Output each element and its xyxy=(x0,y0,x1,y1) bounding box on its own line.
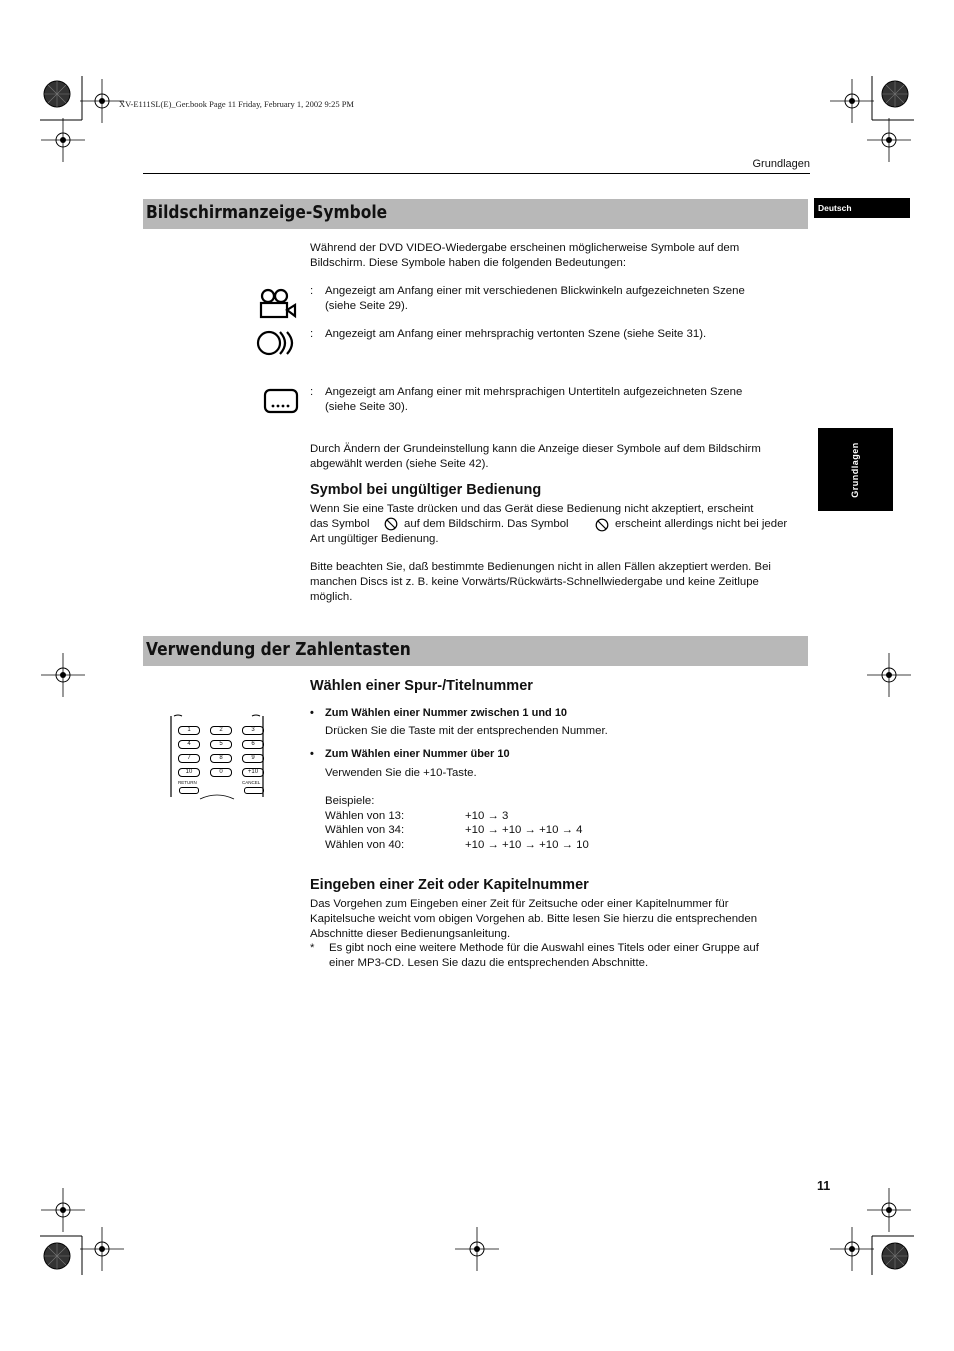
running-header: Grundlagen xyxy=(752,158,810,170)
text-line: manchen Discs ist z. B. keine Vorwärts/Rückwärts-Schnellwiedergabe und keine Zeitlupe xyxy=(310,575,759,588)
text-line: Während der DVD VIDEO-Wiedergabe erscheinen möglicherweise Symbole auf dem xyxy=(310,242,740,254)
text-fragment: erscheint allerdings nicht bei jeder xyxy=(615,517,788,530)
text-line: Bitte beachten Sie, daß bestimmte Bedienungen nicht in allen Fällen akzeptiert werden. Bei xyxy=(310,561,771,573)
return-button[interactable] xyxy=(179,787,199,794)
text-line: Angezeigt am Anfang einer mit verschiedenen Blickwinkeln aufgezeichneten Szene xyxy=(325,285,745,297)
remote-key-4[interactable]: 4 xyxy=(178,740,200,749)
text-line: Das Vorgehen zum Eingeben einer Zeit für Zeitsuche oder einer Kapitelnummer für xyxy=(310,898,729,910)
caution-paragraph xyxy=(310,560,810,604)
section-title: Verwendung der Zahlentasten xyxy=(146,639,411,660)
example-label: Wählen von 40: xyxy=(325,839,405,851)
sub-heading: Wählen einer Spur-/Titelnummer xyxy=(310,678,533,694)
bullet-label: Zum Wählen einer Nummer zwischen 1 und 10 xyxy=(325,707,568,719)
remote-key-8[interactable]: 8 xyxy=(210,754,232,763)
text-line: Es gibt noch eine weitere Methode für die Auswahl eines Titels oder einer Gruppe auf xyxy=(329,942,759,954)
sub-heading: Eingeben einer Zeit oder Kapitelnummer xyxy=(310,877,589,893)
text-line: Wenn Sie eine Taste drücken und das Gerät diese Bedienung nicht akzeptiert, erscheint xyxy=(310,503,754,515)
colon: : xyxy=(310,285,314,297)
text-line: (siehe Seite 29). xyxy=(325,299,408,312)
multi-audio-icon xyxy=(256,329,300,357)
invalid-paragraph xyxy=(310,502,810,546)
examples-label: Beispiele: xyxy=(325,795,375,807)
remote-key-2[interactable]: 2 xyxy=(210,726,232,735)
text-line: möglich. xyxy=(310,590,353,603)
remote-key-6[interactable]: 6 xyxy=(242,740,264,749)
section-title-bar xyxy=(143,636,808,666)
cancel-button[interactable] xyxy=(244,787,264,794)
remote-key-+10[interactable]: +10 xyxy=(242,768,264,777)
time-paragraph xyxy=(310,897,810,941)
text-fragment: auf dem Bildschirm. Das Symbol xyxy=(404,517,569,530)
footnote-mark: * xyxy=(310,942,315,954)
side-tab xyxy=(818,428,893,511)
example-sequence: +10 → +10 → +10 → 10 xyxy=(465,839,589,851)
colon: : xyxy=(310,328,314,340)
header-rule xyxy=(143,173,810,174)
remote-key-9[interactable]: 9 xyxy=(242,754,264,763)
remote-key-10[interactable]: 10 xyxy=(178,768,200,777)
subtitle-icon xyxy=(262,387,300,415)
text-line: Angezeigt am Anfang einer mehrsprachig vertonten Szene (siehe Seite 31). xyxy=(325,328,707,340)
bullet-item xyxy=(310,748,510,760)
bullet-text: Verwenden Sie die +10-Taste. xyxy=(325,767,477,779)
example-sequence: +10 → +10 → +10 → 4 xyxy=(465,824,583,836)
remote-key-0[interactable]: 0 xyxy=(210,768,232,777)
remote-key-1[interactable]: 1 xyxy=(178,726,200,735)
language-tab: Deutsch xyxy=(814,198,910,218)
return-label: RETURN xyxy=(178,780,197,785)
note-paragraph xyxy=(310,442,810,472)
text-line: Abschnitte dieser Bedienungsanleitung. xyxy=(310,927,511,940)
page-number: 11 xyxy=(817,1179,831,1193)
side-tab-label: Grundlagen xyxy=(850,442,860,498)
remote-key-5[interactable]: 5 xyxy=(210,740,232,749)
multi-angle-camera-icon xyxy=(257,287,299,321)
colon: : xyxy=(310,386,314,398)
text-line: abgewählt werden (siehe Seite 42). xyxy=(310,457,489,470)
text-line: Angezeigt am Anfang einer mit mehrsprachigen Untertiteln aufgezeichneten Szene xyxy=(325,386,743,398)
file-info: XV-E111SL(E)_Ger.book Page 11 Friday, February 1, 2002 9:25 PM xyxy=(119,99,354,109)
remote-illustration xyxy=(166,713,268,801)
prohibited-icon xyxy=(384,517,398,531)
example-label: Wählen von 34: xyxy=(325,824,405,836)
section-title-bar xyxy=(143,199,808,229)
example-label: Wählen von 13: xyxy=(325,810,405,822)
section-title: Bildschirmanzeige-Symbole xyxy=(146,202,388,223)
footnote xyxy=(329,941,809,971)
intro-paragraph xyxy=(310,241,810,271)
text-line: (siehe Seite 30). xyxy=(325,400,408,413)
text-fragment: das Symbol xyxy=(310,517,370,530)
text-line: Bildschirm. Diese Symbole haben die folgenden Bedeutungen: xyxy=(310,256,626,269)
text-line: einer MP3-CD. Lesen Sie dazu die entsprechenden Abschnitte. xyxy=(329,956,649,969)
remote-key-7[interactable]: 7 xyxy=(178,754,200,763)
remote-key-3[interactable]: 3 xyxy=(242,726,264,735)
bullet-label: Zum Wählen einer Nummer über 10 xyxy=(325,748,510,760)
cancel-label: CANCEL xyxy=(242,780,261,785)
example-sequence: +10 → 3 xyxy=(465,810,509,822)
bullet-text: Drücken Sie die Taste mit der entsprechenden Nummer. xyxy=(325,725,608,737)
text-line: Durch Ändern der Grundeinstellung kann die Anzeige dieser Symbole auf dem Bildschirm xyxy=(310,443,761,455)
text-line: Art ungültiger Bedienung. xyxy=(310,532,439,545)
bullet-item xyxy=(310,707,567,719)
text-line xyxy=(310,517,810,532)
prohibited-icon xyxy=(595,518,609,532)
sub-heading: Symbol bei ungültiger Bedienung xyxy=(310,482,542,498)
text-line: Kapitelsuche weicht vom obigen Vorgehen ab. Bitte lesen Sie hierzu die entsprechenden xyxy=(310,912,758,925)
